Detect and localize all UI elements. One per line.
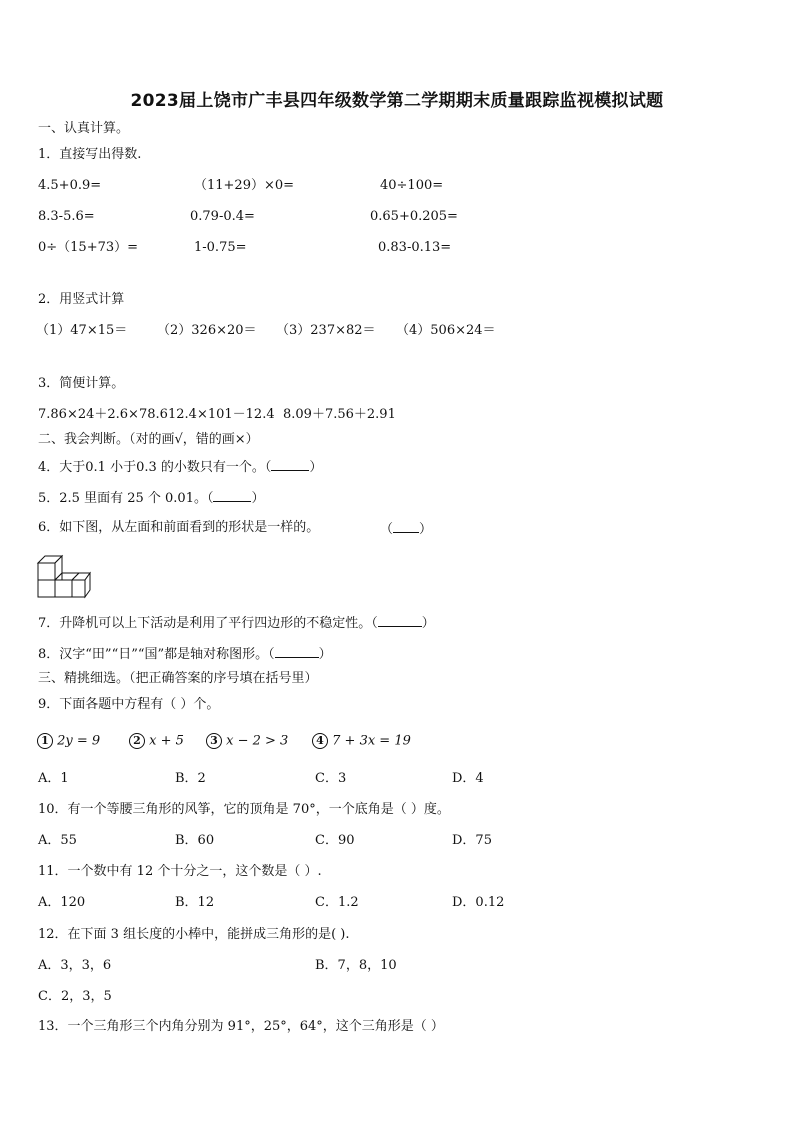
question-9: 9．下面各题中方程有（ ）个。 (38, 697, 220, 712)
question-12: 12．在下面 3 组长度的小棒中，能拼成三角形的是( ). (38, 927, 350, 942)
equation-expr: 7 + 3x = 19 (332, 733, 411, 749)
question-4 (38, 458, 322, 476)
question-6-answer (380, 520, 432, 538)
question-3: 3．简便计算。 (38, 376, 125, 391)
circled-number: 2 (129, 733, 145, 749)
answer-blank[interactable] (271, 458, 309, 471)
simplify-item: 7.86×24＋2.6×78.6 (38, 407, 168, 422)
question-6: 6．如下图，从左面和前面看到的形状是一样的。 (38, 520, 320, 535)
choice-c[interactable]: C．2，3，5 (38, 989, 112, 1004)
calc-item: （11+29）×0= (194, 178, 295, 193)
question-2: 2．用竖式计算 (38, 292, 125, 307)
section-2-heading: 二、我会判断。（对的画√，错的画×） (38, 432, 259, 447)
choice-c[interactable]: C．3 (315, 771, 347, 786)
choice-d[interactable]: D．0.12 (452, 895, 505, 910)
question-1: 1．直接写出得数. (38, 147, 142, 162)
section-3-heading: 三、精挑细选。（把正确答案的序号填在括号里） (38, 671, 318, 686)
calc-item: 40÷100= (380, 178, 444, 193)
simplify-item: 12.4×101－12.4 (168, 407, 275, 422)
equation-option-2 (129, 733, 184, 750)
choice-a[interactable]: A．55 (38, 833, 77, 848)
calc-item: 0.83-0.13= (378, 240, 452, 255)
choice-b[interactable]: B．12 (175, 895, 215, 910)
calc-item: 4.5+0.9= (38, 178, 102, 193)
circled-number: 3 (206, 733, 222, 749)
calc-item: 0.79-0.4= (190, 209, 255, 224)
vertical-calc-item: （1）47×15＝ (36, 323, 128, 338)
paren-close: ） (421, 616, 435, 631)
calc-item: 0÷（15+73）= (38, 240, 139, 255)
question-10: 10．有一个等腰三角形的风筝，它的顶角是 70°，一个底角是（ ）度。 (38, 802, 450, 817)
equation-option-1 (37, 733, 100, 750)
choice-a[interactable]: A．120 (38, 895, 86, 910)
question-7 (38, 614, 435, 632)
choice-d[interactable]: D．4 (452, 771, 484, 786)
choice-d[interactable]: D．75 (452, 833, 492, 848)
answer-blank[interactable] (378, 614, 422, 627)
paren-open: （ (380, 522, 394, 537)
cube-stack-figure (36, 550, 92, 602)
choice-a[interactable]: A．1 (38, 771, 69, 786)
vertical-calc-item: （4）506×24＝ (396, 323, 496, 338)
calc-item: 8.3-5.6= (38, 209, 95, 224)
choice-b[interactable]: B．7，8，10 (315, 958, 397, 973)
choice-a[interactable]: A．3，3，6 (38, 958, 112, 973)
choice-b[interactable]: B．60 (175, 833, 215, 848)
calc-item: 0.65+0.205= (370, 209, 458, 224)
equation-expr: 2y = 9 (57, 733, 101, 749)
calc-item: 1-0.75= (194, 240, 247, 255)
circled-number: 1 (37, 733, 53, 749)
question-5-text: 5．2.5 里面有 25 个 0.01。（ (38, 491, 214, 506)
answer-blank[interactable] (393, 520, 419, 533)
question-4-text: 4．大于0.1 小于0.3 的小数只有一个。（ (38, 460, 272, 475)
circled-number: 4 (312, 733, 328, 749)
section-1-heading: 一、认真计算。 (38, 121, 130, 136)
question-8-text: 8．汉字“田”“日”“国”都是轴对称图形。（ (38, 647, 275, 662)
vertical-calc-item: （2）326×20＝ (157, 323, 257, 338)
question-13: 13．一个三角形三个内角分别为 91°，25°，64°，这个三角形是（ ） (38, 1019, 444, 1034)
page-title: 2023届上饶市广丰县四年级数学第二学期期末质量跟踪监视模拟试题 (130, 91, 664, 111)
equation-expr: x + 5 (149, 733, 184, 749)
question-7-text: 7．升降机可以上下活动是利用了平行四边形的不稳定性。（ (38, 616, 378, 631)
equation-expr: x − 2 > 3 (226, 733, 289, 749)
choice-b[interactable]: B．2 (175, 771, 206, 786)
simplify-item: 8.09＋7.56＋2.91 (283, 407, 396, 422)
paren-close: ） (318, 647, 332, 662)
question-11: 11．一个数中有 12 个十分之一，这个数是（ ）. (38, 864, 322, 879)
question-8 (38, 645, 332, 663)
paren-close: ） (309, 460, 323, 475)
answer-blank[interactable] (213, 489, 251, 502)
question-5 (38, 489, 264, 507)
answer-blank[interactable] (275, 645, 319, 658)
choice-c[interactable]: C．1.2 (315, 895, 359, 910)
equation-option-4 (312, 733, 411, 750)
paren-close: ） (419, 522, 433, 537)
equation-option-3 (206, 733, 288, 750)
vertical-calc-item: （3）237×82＝ (276, 323, 376, 338)
paren-close: ） (251, 491, 265, 506)
choice-c[interactable]: C．90 (315, 833, 355, 848)
